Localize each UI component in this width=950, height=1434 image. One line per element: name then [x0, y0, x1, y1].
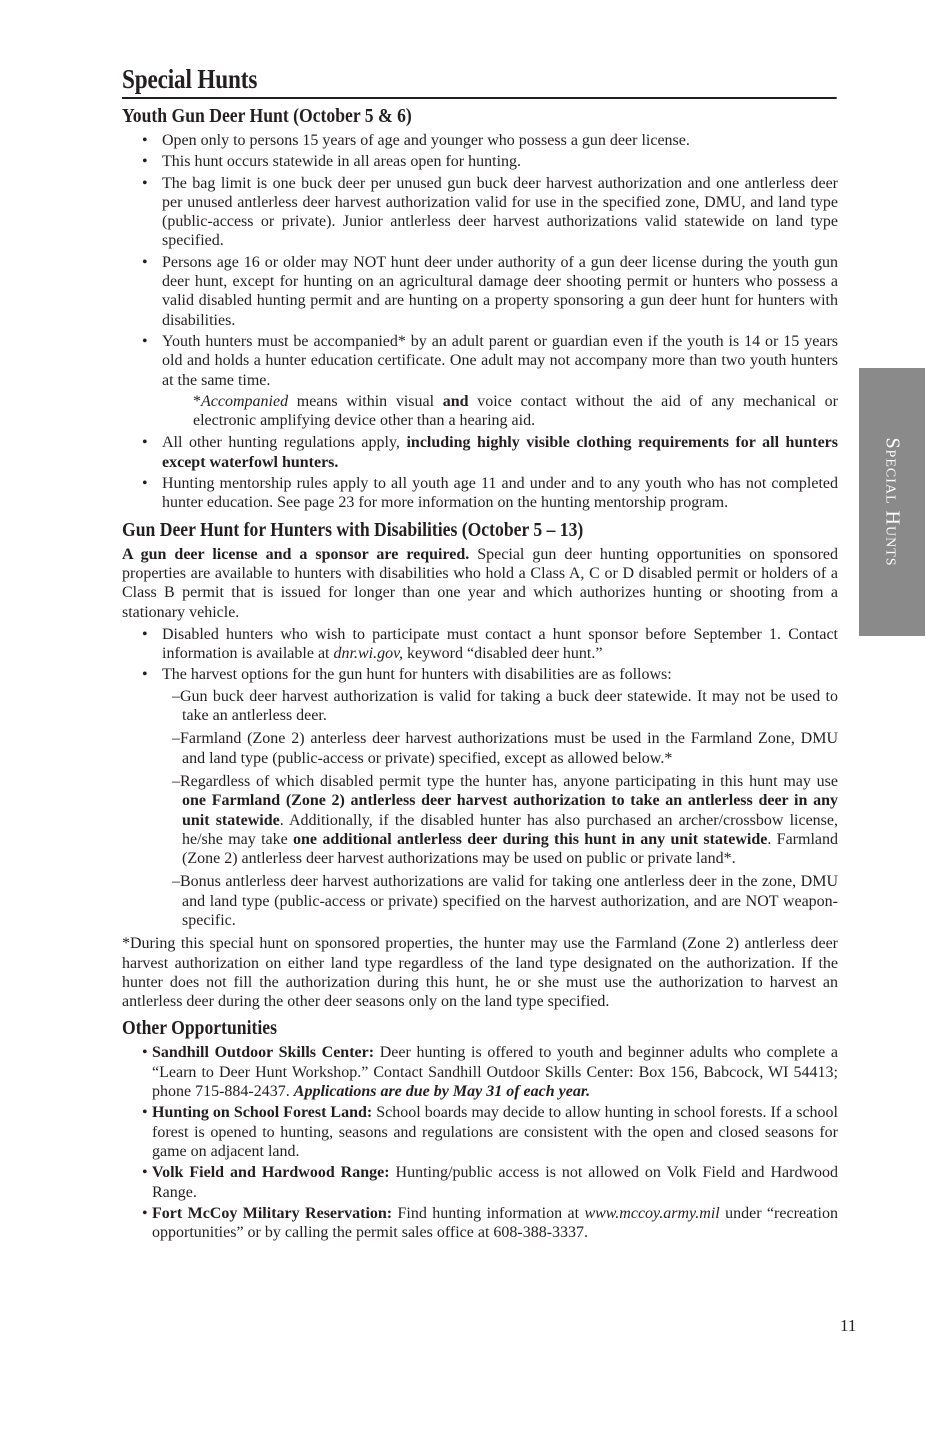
other-opportunities-list	[122, 1043, 838, 1242]
list-item	[122, 433, 838, 472]
harvest-option: –Farmland (Zone 2) anterless deer harvest authorizations must be used in the Farmland Zone, DMU and land type (public-access or private) specified, except as allowed below.*	[172, 730, 838, 767]
application-deadline: Applications are due by May 31 of each year.	[293, 1083, 591, 1101]
page-title: Special Hunts	[122, 64, 836, 99]
list-item: • The harvest options for the gun hunt for hunters with disabilities are as follows:	[122, 665, 838, 684]
item-text: Deer hunting is offered to youth and beginner adults who complete a “Learn to Deer Hunt Workshop.” Contact Sandhill Outdoor Skills Center: Box 156, Babcock, WI 54413; phone 715-884-2437.	[152, 1044, 838, 1101]
item-text-b: under “recreation opportunities” or by calling the permit sales office at 608-388-3337.	[152, 1204, 838, 1242]
item-text: Hunting/public access is not allowed on Volk Field and Hardwood Range.	[152, 1164, 839, 1201]
note-text-b: voice contact without the aid of any mechanical or electronic amplifying device other than a hearing aid.	[193, 392, 839, 430]
item-title: Sandhill Outdoor Skills Center:	[152, 1044, 375, 1062]
intro-text: Special gun deer hunting opportunities on sponsored properties are available to hunters with disabilities who hold a Class A, C or D disabled permit or holders of a Class B permit that is issued for longer than one year and which authorizes hunting or shooting from a stationary vehicle.	[122, 545, 838, 621]
youth-hunt-heading: Youth Gun Deer Hunt (October 5 & 6)	[122, 105, 412, 127]
option-text-c: . Farmland (Zone 2) antlerless deer harvest authorizations may be used on public or private land*.	[182, 830, 838, 868]
note-term: Accompanied	[201, 392, 289, 410]
license-requirement: A gun deer license and a sponsor are required.	[122, 545, 470, 563]
disabilities-intro	[122, 545, 838, 622]
option-text-b: . Additionally, if the disabled hunter has also purchased an archer/crossbow license, he/she may take	[182, 811, 838, 848]
side-tab-label: Special Hunts	[881, 437, 904, 567]
list-item	[122, 1103, 838, 1161]
mccoy-website-link[interactable]: www.mccoy.army.mil	[584, 1204, 720, 1222]
other-opportunities-heading: Other Opportunities	[122, 1017, 277, 1040]
list-item	[122, 1204, 838, 1243]
page-content	[122, 64, 838, 1244]
page-number: 11	[840, 1316, 857, 1335]
note-text-a: means within visual	[288, 392, 443, 410]
youth-hunt-list	[122, 131, 838, 390]
note-star: *	[193, 392, 201, 410]
item-title: Hunting on School Forest Land:	[152, 1104, 373, 1122]
list-item: • Persons age 16 or older may NOT hunt deer under authority of a gun deer license during the youth gun deer hunt, except for hunting on an agricultural damage deer shooting permit or hunters who possess a valid disabled hunting permit and are hunting on a property sponsoring a gun deer hunt for hunters with disabilities.	[122, 253, 838, 330]
regulations-text: All other hunting regulations apply,	[162, 434, 407, 452]
list-item: • Youth hunters must be accompanied* by an adult parent or guardian even if the youth is 14 or 15 years old and holds a hunter education certificate. One adult may not accompany more than two youth hunters at the same time.	[122, 332, 838, 390]
list-item	[122, 1043, 838, 1101]
option-bold-2: one additional antlerless deer during this hunt in any unit statewide	[293, 830, 768, 848]
list-item: • Hunting mentorship rules apply to all youth age 11 and under and to any youth who has not completed hunter education. See page 23 for more information on the hunting mentorship program.	[122, 474, 838, 513]
list-item	[122, 1163, 838, 1202]
list-item: • The bag limit is one buck deer per unused gun buck deer harvest authorization and one antlerless deer per unused antlerless deer harvest authorization valid for use in the specified zone, DMU, and land type (public-access or private). Junior antlerless deer harvest authorizations valid statewide on land type specified.	[122, 174, 838, 251]
option-bold-1: one Farmland (Zone 2) antlerless deer harvest authorization to take an antlerless deer in any unit statewide	[182, 792, 838, 829]
harvest-option: –Gun buck deer harvest authorization is valid for taking a buck deer statewide. It may not be used to take an antlerless deer.	[172, 687, 838, 725]
clothing-requirement: including highly visible clothing requirements for all hunters except waterfowl hunters.	[162, 434, 839, 471]
dnr-website-link[interactable]: dnr.wi.gov,	[333, 645, 403, 663]
list-item: • Open only to persons 15 years of age and younger who possess a gun deer license.	[122, 131, 838, 150]
item-text: School boards may decide to allow hunting in school forests. If a school forest is opened to hunting, seasons and regulations are consistent with the open and closed seasons for game on adjacent land.	[152, 1104, 839, 1160]
youth-hunt-list-cont	[122, 433, 838, 512]
item-title: Volk Field and Hardwood Range:	[152, 1164, 390, 1182]
accompanied-note	[122, 392, 838, 431]
disabilities-hunt-heading: Gun Deer Hunt for Hunters with Disabilities (October 5 – 13)	[122, 518, 584, 541]
sponsored-footnote: *During this special hunt on sponsored properties, the hunter may use the Farmland (Zone 2) antlerless deer harvest authorization on either land type regardless of the land type designated on the authorization. If the hunter does not fill the authorization during this hunt, he or she must use the authorization to harvest an antlerless deer during the other deer seasons only on the land type specified.	[122, 935, 838, 1011]
note-bold: and	[442, 392, 469, 410]
harvest-option: –Bonus antlerless deer harvest authorizations are valid for taking one antlerless deer in the zone, DMU and land type (public-access or private) specified on the harvest authorization, and are NOT weapon-specific.	[172, 873, 838, 929]
disabilities-hunt-list	[122, 625, 838, 685]
section-side-tab	[859, 368, 925, 636]
list-item	[122, 625, 838, 664]
harvest-option	[122, 772, 838, 868]
contact-text-b: keyword “disabled deer hunt.”	[402, 645, 603, 663]
item-text-a: Find hunting information at	[392, 1204, 585, 1222]
list-item: • This hunt occurs statewide in all areas open for hunting.	[122, 152, 838, 171]
item-title: Fort McCoy Military Reservation:	[152, 1204, 393, 1222]
contact-text-a: Disabled hunters who wish to participate must contact a hunt sponsor before September 1. Contact information is available at	[162, 625, 838, 663]
option-text-a: –Regardless of which disabled permit type the hunter has, anyone participating in this hunt may use	[172, 772, 838, 790]
